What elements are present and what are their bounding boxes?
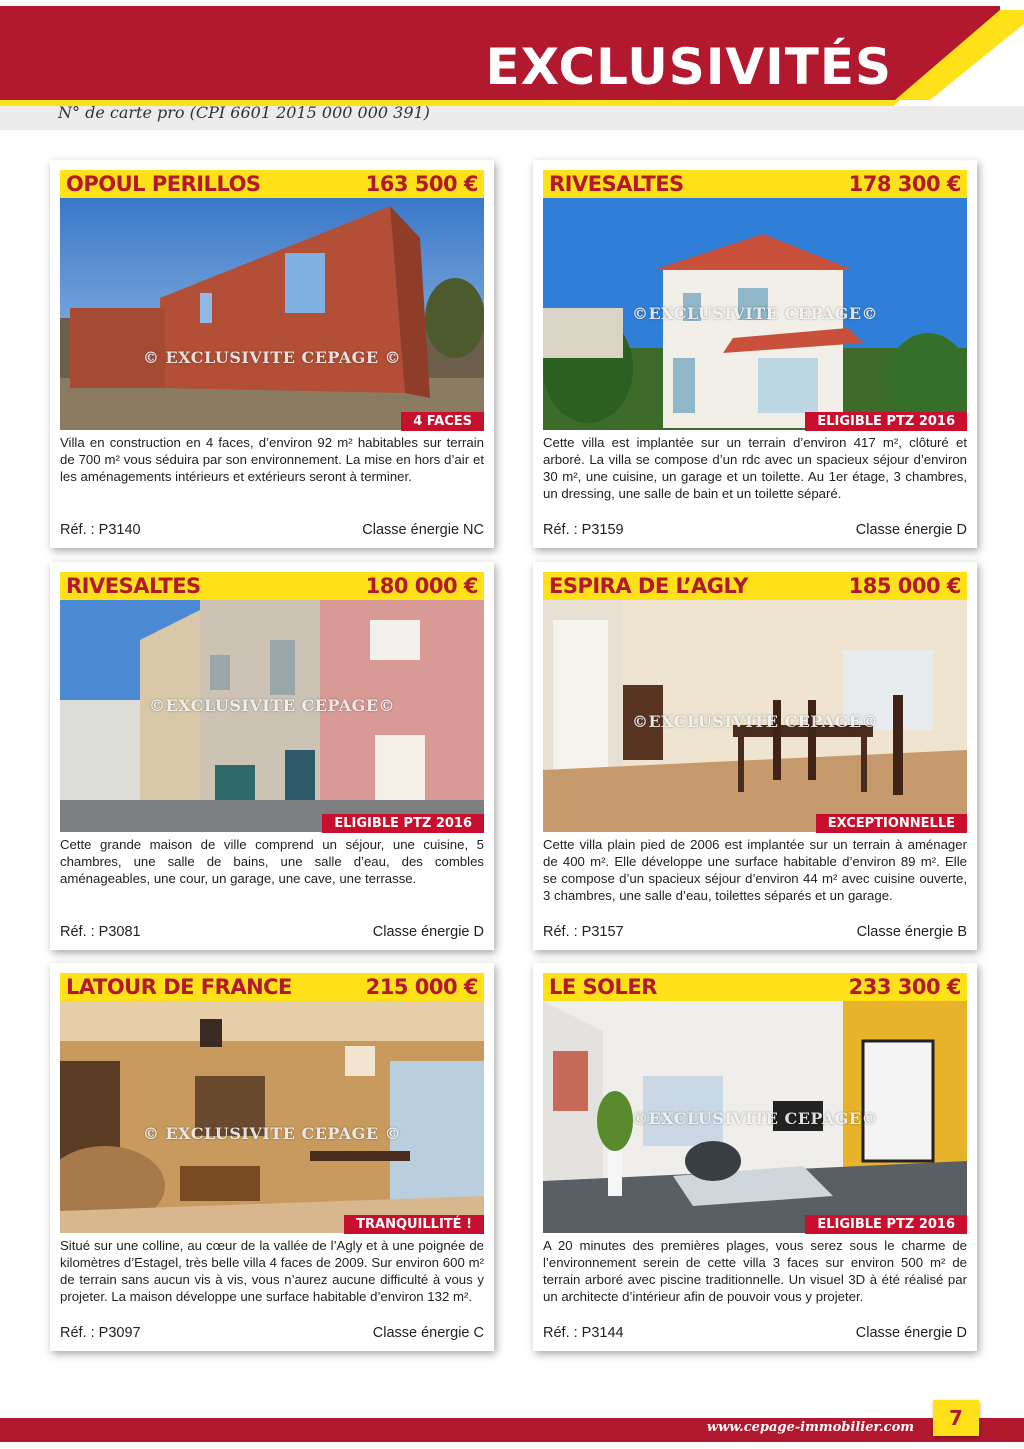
listing-card[interactable] [533, 963, 977, 1351]
listing-town: RIVESALTES [549, 172, 684, 196]
energy-class: Classe énergie C [372, 1325, 484, 1341]
listing-card[interactable] [533, 562, 977, 950]
professional-card-number: N° de carte pro (CPI 6601 2015 000 000 391) [58, 103, 430, 122]
listing-badge: TRANQUILLITÉ ! [344, 1215, 484, 1234]
listing-photo[interactable] [543, 600, 967, 832]
listing-header [60, 170, 484, 198]
listing-photo[interactable] [60, 600, 484, 832]
watermark: ©EXCLUSIVITE CEPAGE© [631, 304, 879, 323]
watermark: ©EXCLUSIVITE CEPAGE© [148, 696, 396, 715]
watermark: ©EXCLUSIVITE CEPAGE© [631, 712, 879, 731]
listing-card[interactable] [50, 160, 494, 548]
listing-photo[interactable] [543, 198, 967, 430]
listing-reference: Réf. : P3144 [543, 1325, 624, 1341]
listing-reference: Réf. : P3140 [60, 522, 141, 538]
listing-description: A 20 minutes des premières plages, vous serez sous le charme de l’environnement serein de cette villa 3 faces sur environ 500 m² de terrain arboré avec piscine traditionnelle. Un visuel 3D à été réalisé par un architecte d’intérieur afin de pouvoir vous y projeter. [543, 1238, 967, 1304]
listing-town: OPOUL PERILLOS [66, 172, 261, 196]
listing-badge: EXCEPTIONNELLE [816, 814, 967, 833]
listing-footer [543, 924, 967, 940]
listing-reference: Réf. : P3157 [543, 924, 624, 940]
listing-price: 215 000 € [365, 975, 478, 999]
house-under-construction-image [60, 198, 484, 430]
living-room-image [60, 1001, 484, 1233]
listing-price: 180 000 € [365, 574, 478, 598]
listing-header [543, 572, 967, 600]
listing-reference: Réf. : P3081 [60, 924, 141, 940]
watermark: © EXCLUSIVITE CEPAGE © [142, 1124, 402, 1143]
listing-badge: 4 FACES [401, 412, 484, 431]
listing-footer [543, 522, 967, 538]
listing-reference: Réf. : P3159 [543, 522, 624, 538]
listing-card[interactable] [50, 963, 494, 1351]
listing-card[interactable] [50, 562, 494, 950]
listing-footer [60, 1325, 484, 1341]
listing-badge: ELIGIBLE PTZ 2016 [322, 814, 484, 833]
listing-price: 185 000 € [848, 574, 961, 598]
listing-price: 178 300 € [848, 172, 961, 196]
listing-badge: ELIGIBLE PTZ 2016 [805, 412, 967, 431]
listing-description: Cette villa plain pied de 2006 est implantée sur un terrain à aménager de 400 m². Elle développe une surface habitable d’environ 89 m². Elle se compose d’un spacieux séjour d’environ 44 m² avec cuisine ouverte, 3 chambres, une salle d’eau, toilettes séparés et un garage. [543, 837, 967, 903]
listing-town: LATOUR DE FRANCE [66, 975, 292, 999]
listing-description: Situé sur une colline, au cœur de la vallée de l’Agly et à une poignée de kilomètres d’Estagel, très belle villa 4 faces de 2009. Sur environ 600 m² de terrain sans aucun vis à vis, vous n’aurez aucune difficulté à vous y projeter. La maison développe une surface habitable d’environ 132 m². [60, 1238, 484, 1304]
energy-class: Classe énergie NC [362, 522, 484, 538]
listing-photo[interactable] [60, 1001, 484, 1233]
listing-badge: ELIGIBLE PTZ 2016 [805, 1215, 967, 1234]
listing-photo[interactable] [543, 1001, 967, 1233]
header-banner [0, 0, 1024, 130]
listing-town: LE SOLER [549, 975, 657, 999]
listing-footer [60, 522, 484, 538]
listing-town: RIVESALTES [66, 574, 201, 598]
town-house-image [60, 600, 484, 832]
listing-price: 163 500 € [365, 172, 478, 196]
listing-description: Cette villa est implantée sur un terrain d’environ 417 m², clôturé et arboré. La villa se compose d’un rdc avec un spacieux séjour d’environ 30 m², une cuisine, un garage et un toilette. Au 1er étage, 3 chambres, un dressing, une salle de bain et un toilette séparé. [543, 435, 967, 501]
website-link[interactable]: www.cepage-immobilier.com [706, 1420, 914, 1435]
listing-footer [543, 1325, 967, 1341]
listing-card[interactable] [533, 160, 977, 548]
listing-header [60, 973, 484, 1001]
listing-header [543, 973, 967, 1001]
listing-footer [60, 924, 484, 940]
watermark: ©EXCLUSIVITE CEPAGE© [631, 1109, 879, 1128]
watermark: © EXCLUSIVITE CEPAGE © [142, 348, 402, 367]
listing-description: Villa en construction en 4 faces, d’environ 92 m² habitables sur terrain de 700 m² vous séduira par son environnement. La mise en hors d’air et les aménagements intérieurs et extérieurs seront à terminer. [60, 435, 484, 484]
energy-class: Classe énergie D [855, 1325, 967, 1341]
energy-class: Classe énergie D [372, 924, 484, 940]
page-number: 7 [933, 1400, 979, 1436]
energy-class: Classe énergie B [856, 924, 967, 940]
listing-town: ESPIRA DE L’AGLY [549, 574, 748, 598]
listing-photo[interactable] [60, 198, 484, 430]
listing-header [543, 170, 967, 198]
page-title: EXCLUSIVITÉS [485, 38, 892, 96]
listing-price: 233 300 € [848, 975, 961, 999]
energy-class: Classe énergie D [855, 522, 967, 538]
listing-description: Cette grande maison de ville comprend un séjour, une cuisine, 5 chambres, une salle de bains, une salle d’eau, des combles aménageables, une cour, un garage, une cave, une terrasse. [60, 837, 484, 886]
listing-header [60, 572, 484, 600]
listing-reference: Réf. : P3097 [60, 1325, 141, 1341]
